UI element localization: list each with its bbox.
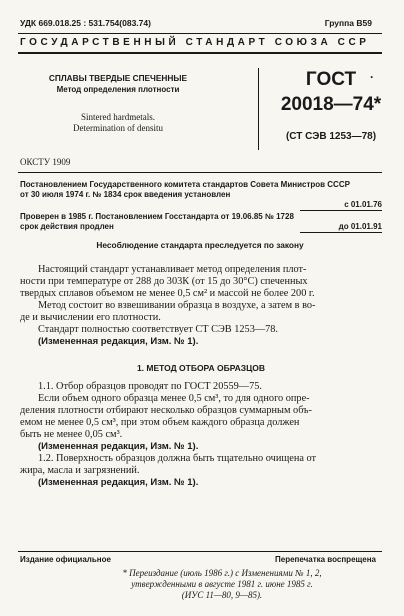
- date-underline-2: [300, 232, 382, 233]
- decree-line-2: от 30 июля 1974 г. № 1834 срок введения установлен: [20, 190, 231, 199]
- header-rule-top: [18, 33, 382, 34]
- paragraph-method-line1: Метод состоит во взвешивании образца в воздухе, а затем в во-: [38, 300, 316, 311]
- section-heading: 1. МЕТОД ОТБОРА ОБРАЗЦОВ: [136, 363, 266, 373]
- amendment-note-3: (Измененная редакция, Изм. № 1).: [38, 477, 199, 488]
- legal-notice: Несоблюдение стандарта преследуется по закону: [96, 240, 304, 250]
- clause-1-2-line2: жира, масла и загрязнений.: [20, 465, 140, 476]
- header-rule-bottom: [18, 52, 382, 54]
- decree-line-3: Проверен в 1985 г. Постановлением Госстандарта от 19.06.85 № 1728: [20, 212, 294, 221]
- paragraph-scope-line3: твердых сплавов объемом не менее 0,5 см² и массой не более 200 г.: [20, 288, 315, 299]
- paragraph-scope-line1: Настоящий стандарт устанавливает метод определения плот-: [38, 264, 307, 275]
- date-underline-1: [300, 210, 382, 211]
- group-code: Группа В59: [324, 18, 372, 28]
- reprint-prohibited: Перепечатка воспрещена: [275, 555, 376, 564]
- decree-line-1: Постановлением Государственного комитета стандартов Совета Министров СССР: [20, 180, 350, 189]
- okstu-code: ОКСТУ 1909: [20, 157, 71, 167]
- mark-dot: ·: [370, 70, 374, 84]
- clause-1-1: 1.1. Отбор образцов проводят по ГОСТ 20559—75.: [38, 381, 262, 392]
- reissue-note: [60, 568, 384, 601]
- amendment-note-2: (Измененная редакция, Изм. № 1).: [38, 441, 199, 452]
- english-title-line1: Sintered hardmetals.: [81, 112, 155, 122]
- extended-date: до 01.01.91: [338, 222, 382, 231]
- clause-volume-line2: деления плотности отбирают несколько образцов суммарным объ-: [20, 405, 312, 416]
- udk-code: УДК 669.018.25 : 531.754(083.74): [20, 18, 151, 28]
- footer-rule: [18, 551, 382, 552]
- decree-rule: [18, 172, 382, 173]
- reissue-note-line3: (ИУС 11—80, 9—85).: [181, 590, 263, 600]
- title-divider: [258, 68, 259, 150]
- standard-subtitle: Метод определения плотности: [56, 85, 180, 94]
- clause-volume-line4: быть не менее 0,05 см³.: [20, 429, 123, 440]
- paragraph-scope-line2: ности при температуре от 288 до 303К (от 15 до 30°С) спеченных: [20, 276, 308, 287]
- english-title-line2: Determination of densitu: [73, 123, 163, 133]
- paragraph-method-line2: де и вычислении его плотности.: [20, 312, 161, 323]
- effective-date: с 01.01.76: [344, 200, 382, 209]
- clause-volume-line1: Если объем одного образца менее 0,5 см³, то для одного опре-: [38, 393, 310, 404]
- amendment-note-1: (Измененная редакция, Изм. № 1).: [38, 336, 199, 347]
- paragraph-compliance: Стандарт полностью соответствует СТ СЭВ 1253—78.: [38, 324, 279, 335]
- standard-title: СПЛАВЫ ТВЕРДЫЕ СПЕЧЕННЫЕ: [48, 73, 188, 83]
- official-edition: Издание официальное: [20, 555, 111, 564]
- clause-1-2-line1: 1.2. Поверхность образцов должна быть тщательно очищена от: [38, 453, 316, 464]
- organization-title: ГОСУДАРСТВЕННЫЙ СТАНДАРТ СОЮЗА ССР: [20, 37, 370, 48]
- reissue-note-line1: * Переиздание (июль 1986 г.) с Изменениями № 1, 2,: [122, 568, 322, 578]
- reissue-note-line2: утвержденными в августе 1981 г. июне 1985 г.: [131, 579, 313, 589]
- decree-line-4: срок действия продлен: [20, 222, 114, 231]
- gost-number: 20018—74*: [280, 94, 382, 115]
- cmea-standard: (СТ СЭВ 1253—78): [285, 131, 377, 142]
- clause-volume-line3: емом не менее 0,5 см³, при этом объем каждого образца должен: [20, 417, 300, 428]
- gost-label: ГОСТ: [305, 69, 357, 90]
